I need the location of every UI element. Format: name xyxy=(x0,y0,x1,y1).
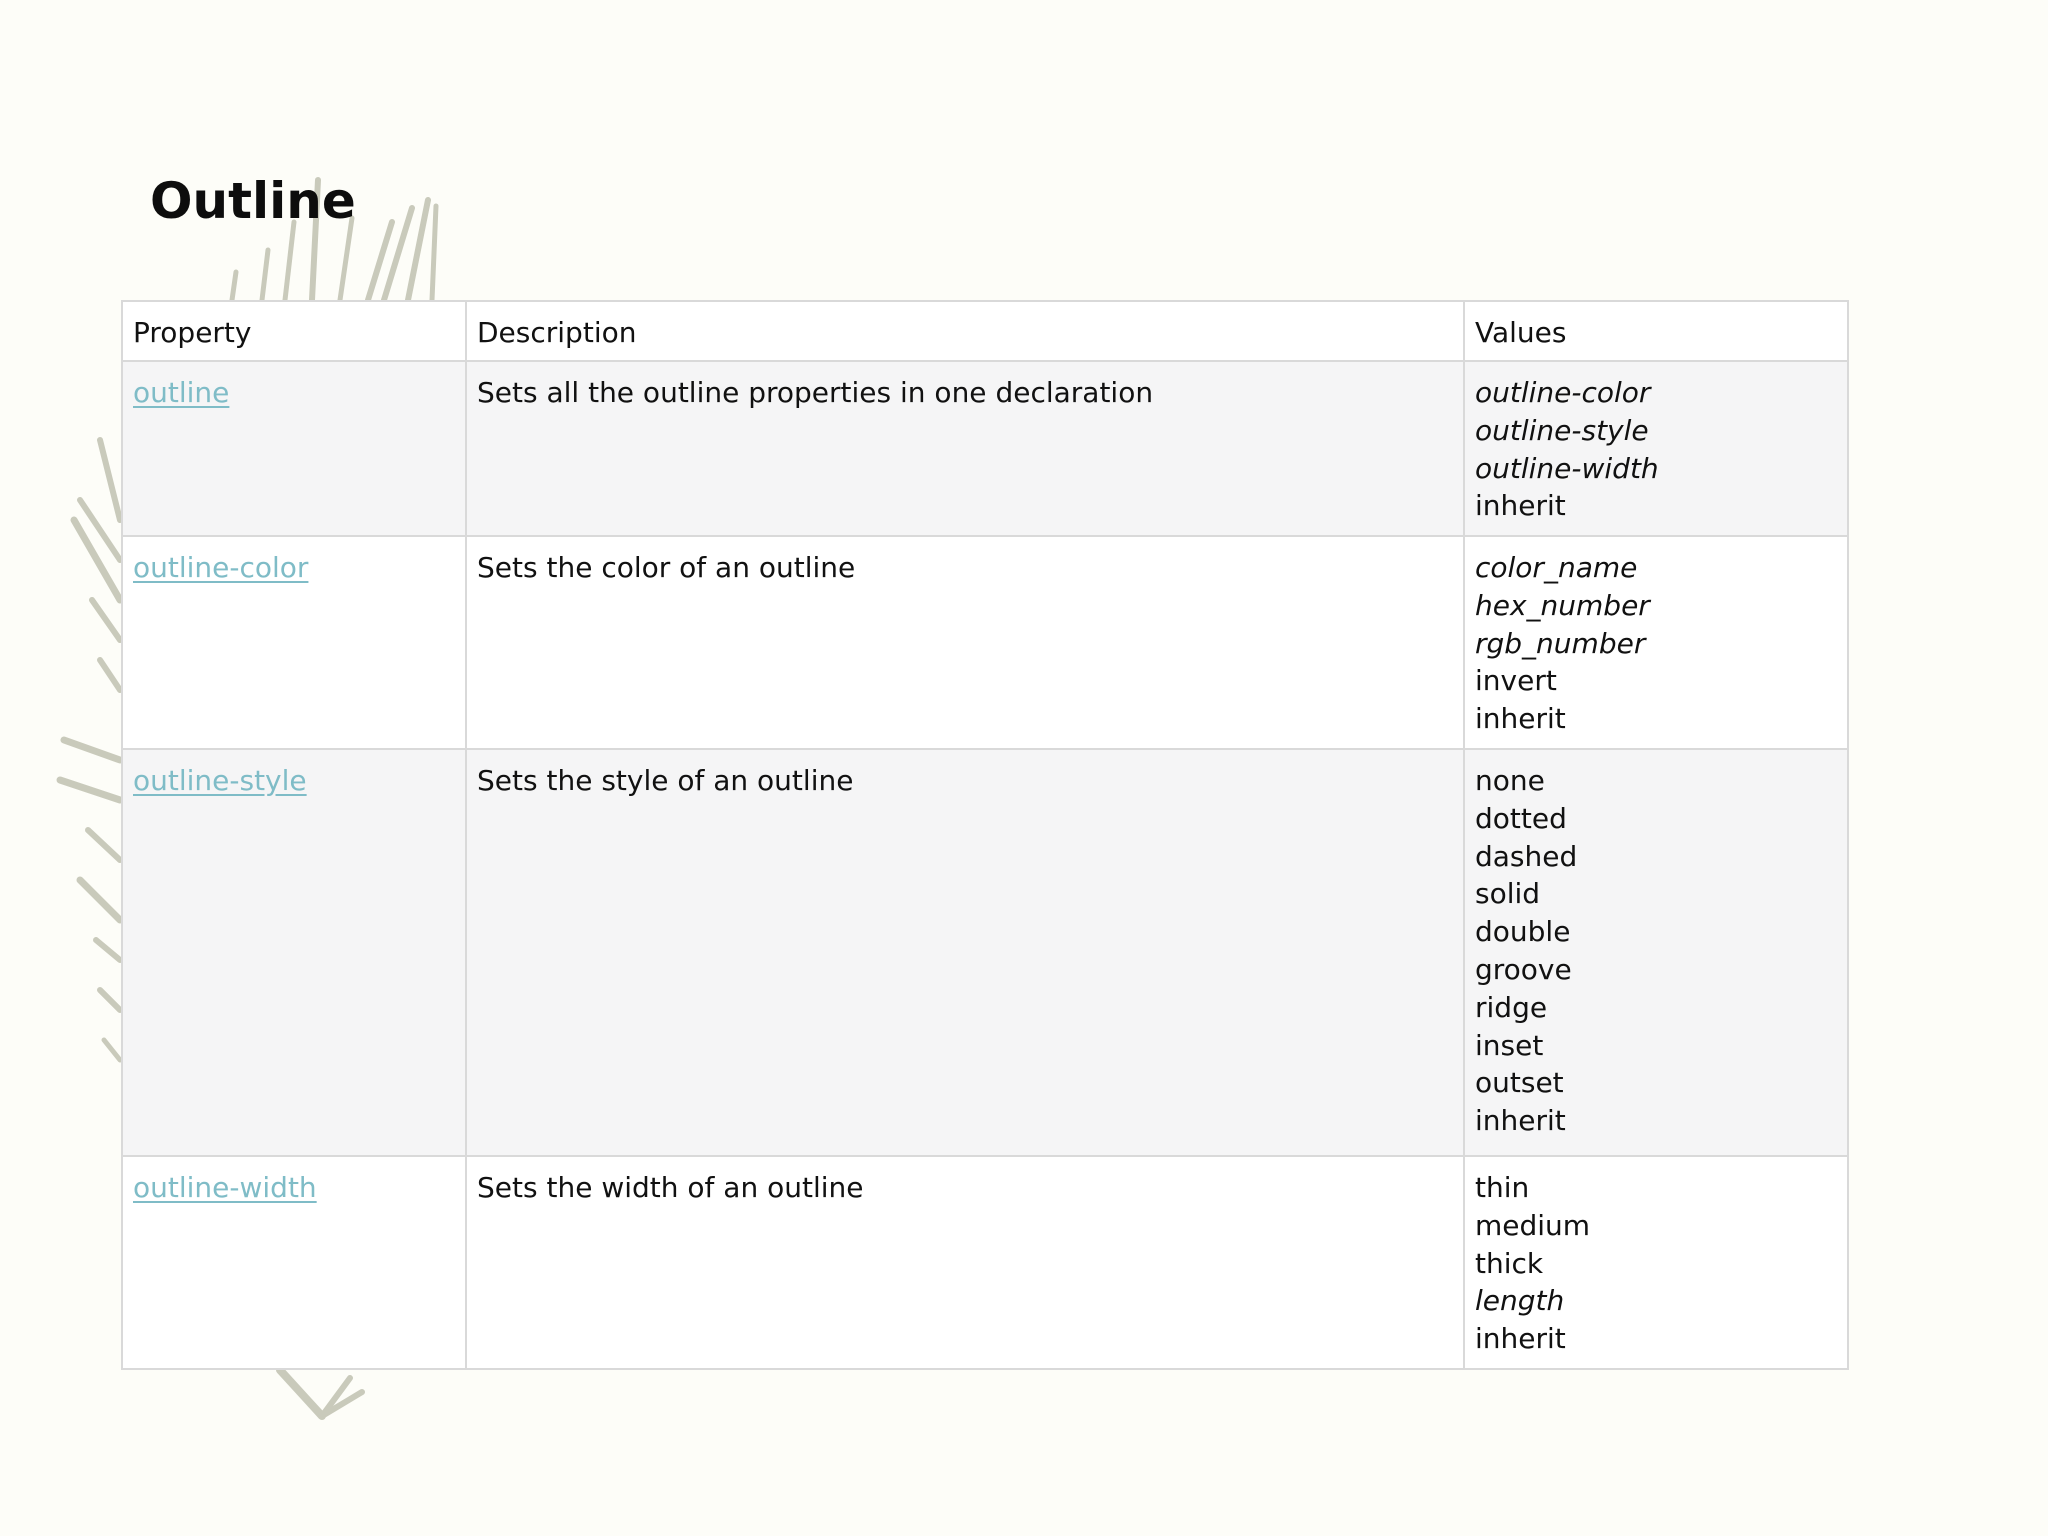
value-item: inherit xyxy=(1475,1104,1566,1138)
value-item: color_name xyxy=(1475,551,1638,584)
value-item: outline-style xyxy=(1475,413,1649,447)
table-row xyxy=(122,361,1848,536)
values-cell xyxy=(1464,1156,1848,1369)
value-item: thick xyxy=(1475,1246,1544,1280)
value-item: rgb_number xyxy=(1475,626,1646,660)
table-row xyxy=(122,749,1848,1156)
value-item: ridge xyxy=(1475,990,1548,1024)
header-property: Property xyxy=(122,301,466,361)
value-item: solid xyxy=(1475,877,1541,911)
value-item: length xyxy=(1475,1284,1565,1318)
value-item: thin xyxy=(1475,1171,1530,1204)
value-item: groove xyxy=(1475,952,1572,986)
property-cell xyxy=(122,1156,466,1369)
value-item: inset xyxy=(1475,1028,1544,1062)
value-item: hex_number xyxy=(1475,588,1650,622)
property-link-outline-style[interactable]: outline-style xyxy=(133,764,307,797)
value-item: outset xyxy=(1475,1066,1564,1100)
values-cell xyxy=(1464,536,1848,749)
property-link-outline-width[interactable]: outline-width xyxy=(133,1171,317,1204)
value-item: dotted xyxy=(1475,801,1567,835)
property-cell xyxy=(122,361,466,536)
property-cell xyxy=(122,536,466,749)
outline-properties-table xyxy=(121,300,1849,1370)
value-item: outline-color xyxy=(1475,376,1651,409)
value-item: double xyxy=(1475,915,1571,949)
values-cell xyxy=(1464,361,1848,536)
value-item: inherit xyxy=(1475,489,1566,523)
value-item: inherit xyxy=(1475,1322,1566,1356)
header-description: Description xyxy=(466,301,1464,361)
description-cell: Sets all the outline properties in one declaration xyxy=(466,361,1464,536)
description-cell: Sets the width of an outline xyxy=(466,1156,1464,1369)
value-item: outline-width xyxy=(1475,451,1659,485)
property-cell xyxy=(122,749,466,1156)
values-cell xyxy=(1464,749,1848,1156)
table-row xyxy=(122,1156,1848,1369)
header-values: Values xyxy=(1464,301,1848,361)
table-row xyxy=(122,536,1848,749)
value-item: inherit xyxy=(1475,702,1566,736)
description-cell: Sets the style of an outline xyxy=(466,749,1464,1156)
table-header-row xyxy=(122,301,1848,361)
value-item: dashed xyxy=(1475,839,1578,873)
description-cell: Sets the color of an outline xyxy=(466,536,1464,749)
property-link-outline-color[interactable]: outline-color xyxy=(133,551,309,584)
property-link-outline[interactable]: outline xyxy=(133,376,230,409)
value-item: none xyxy=(1475,764,1545,797)
page-title: Outline xyxy=(150,172,356,230)
value-item: medium xyxy=(1475,1208,1591,1242)
value-item: invert xyxy=(1475,664,1557,698)
